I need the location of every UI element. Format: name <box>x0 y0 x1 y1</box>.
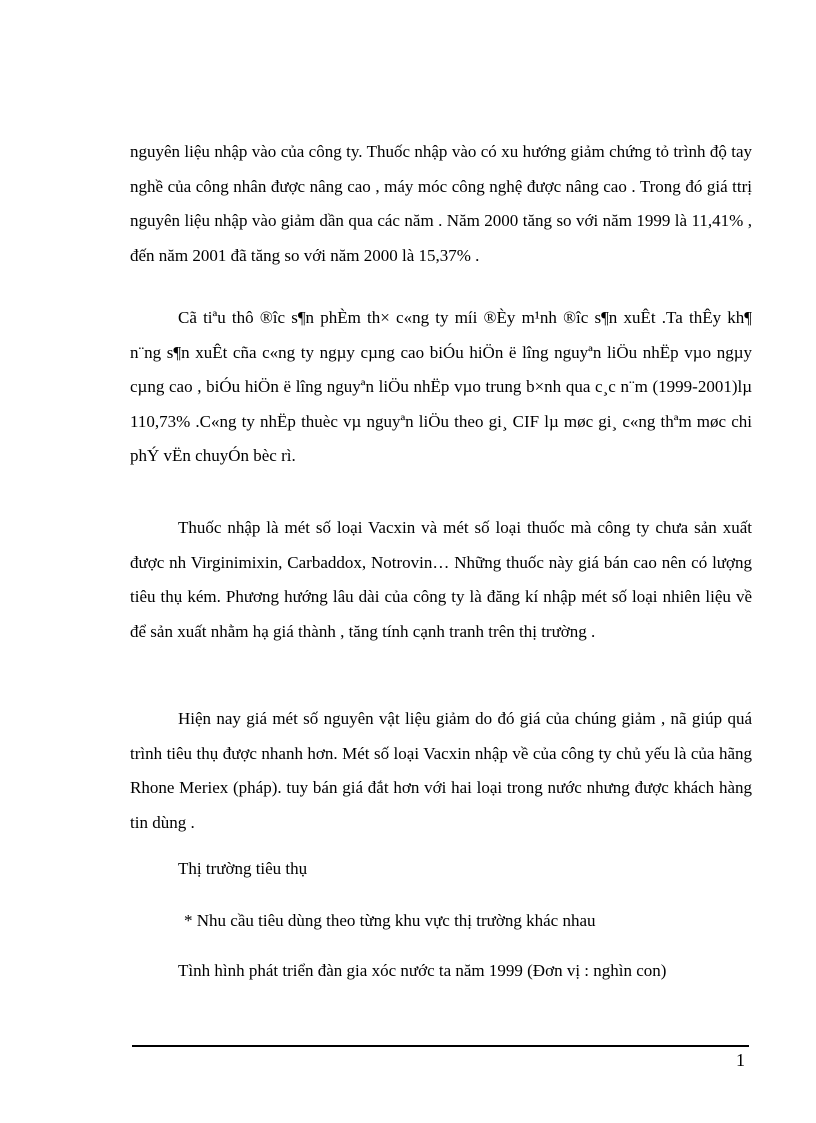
bullet-item: * Nhu cầu tiêu dùng theo từng khu vực thị trường khác nhau <box>184 911 596 930</box>
table-caption: Tình hình phát triển đàn gia xóc nước ta năm 1999 (Đơn vị : nghìn con) <box>178 961 667 980</box>
paragraph-production-capacity: Cã tiªu thô ®îc s¶n phÈm th× c«ng ty míi ®Èy m¹nh ®îc s¶n xuÊt .Ta thÊy kh¶ n¨ng s¶n xuÊt cña c«ng ty ngµy cµng cao biÓu hiÖn ë lîng nguyªn liÖu nhËp vµo ngµy cµng cao , biÓu hiÖn ë lîng nguyªn liÖu nhËp vµo trung b×nh qua c¸c n¨m (1999-2001)lµ 110,73% .C«ng ty nhËp thuèc vµ nguyªn liÖu theo gi¸ CIF lµ møc gi¸ c«ng thªm møc chi phÝ vËn chuyÓn bèc rì. <box>130 308 752 465</box>
paragraph-material-prices: Hiện nay giá mét số nguyên vật liệu giảm do đó giá của chúng giảm , nã giúp quá trình tiêu thụ được nhanh hơn. Mét số loại Vacxin nhập về của công ty chủ yếu là của hãng Rhone Meriex (pháp). tuy bán giá đắt hơn với hai loại trong nước nhưng được khách hàng tin dùng . <box>130 709 752 832</box>
section-heading: Thị trường tiêu thụ <box>178 859 308 878</box>
paragraph-imported-drugs: Thuốc nhập là mét số loại Vacxin và mét số loại thuốc mà công ty chưa sản xuất được nh Virginimixin, Carbaddox, Notrovin… Những thuốc này giá bán cao nên có lượng tiêu thụ kém. Phương hướng lâu dài của công ty là đăng kí nhập mét số loại nhiên liệu về để sản xuất nhằm hạ giá thành , tăng tính cạnh tranh trên thị trường . <box>130 518 752 641</box>
paragraph-imported-materials: nguyên liệu nhập vào của công ty. Thuốc nhập vào có xu hướng giảm chứng tỏ trình độ tay nghề của công nhân được nâng cao , máy móc công nghệ được nâng cao . Trong đó giá ttrị nguyên liệu nhập vào giảm dần qua các năm . Năm 2000 tăng so với năm 1999 là 11,41% , đến năm 2001 đã tăng so với năm 2000 là 15,37% . <box>130 142 752 265</box>
page-number: 1 <box>736 1050 745 1070</box>
footer-divider <box>132 1045 749 1047</box>
